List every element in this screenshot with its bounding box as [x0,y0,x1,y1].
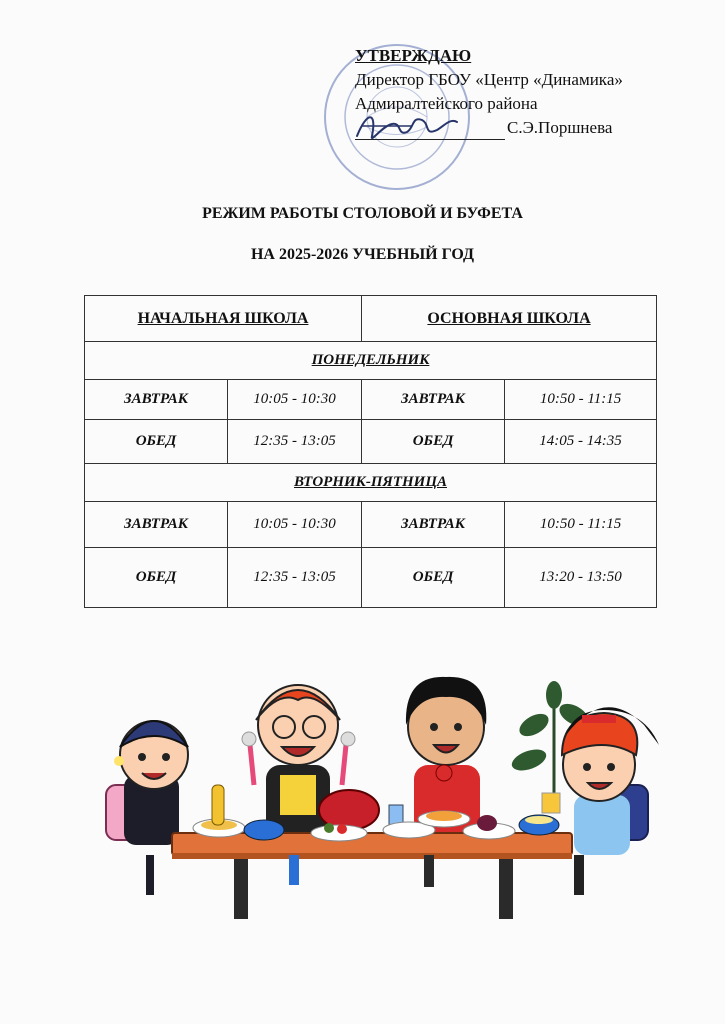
meal-time: 10:05 - 10:30 [228,502,362,548]
day-monday: ПОНЕДЕЛЬНИК [85,342,657,380]
meal-label: ОБЕД [85,420,228,464]
main-school-header: ОСНОВНАЯ ШКОЛА [362,296,657,342]
meal-time: 12:35 - 13:05 [228,420,362,464]
primary-school-header: НАЧАЛЬНАЯ ШКОЛА [85,296,362,342]
meal-time: 10:50 - 11:15 [505,502,657,548]
meal-label: ЗАВТРАК [362,502,505,548]
meal-time: 12:35 - 13:05 [228,548,362,608]
table-row [85,502,657,548]
meal-time: 14:05 - 14:35 [505,420,657,464]
meal-label: ОБЕД [362,420,505,464]
table-row [85,380,657,420]
handwritten-signature [352,106,462,146]
approval-line-1: Директор ГБОУ «Центр «Динамика» [355,70,623,89]
page-title: РЕЖИМ РАБОТЫ СТОЛОВОЙ И БУФЕТА [202,205,523,222]
meal-time: 10:05 - 10:30 [228,380,362,420]
meal-label: ОБЕД [85,548,228,608]
kids-lunch-illustration [84,665,664,930]
approval-signer: С.Э.Поршнева [507,118,613,137]
day-tuesday-friday: ВТОРНИК-ПЯТНИЦА [85,464,657,502]
kid-1 [114,721,188,845]
meal-label: ЗАВТРАК [362,380,505,420]
day-row [85,464,657,502]
day-row [85,342,657,380]
meal-time: 10:50 - 11:15 [505,380,657,420]
table-header-row [85,296,657,342]
meal-label: ОБЕД [362,548,505,608]
table-row [85,420,657,464]
meal-label: ЗАВТРАК [85,502,228,548]
meal-label: ЗАВТРАК [85,380,228,420]
approval-line-2: Адмиралтейского района [355,94,538,113]
table-row [85,548,657,608]
page-subtitle: НА 2025-2026 УЧЕБНЫЙ ГОД [250,246,475,263]
meal-time: 13:20 - 13:50 [505,548,657,608]
schedule-table [84,295,657,608]
approval-heading: УТВЕРЖДАЮ [355,46,472,65]
